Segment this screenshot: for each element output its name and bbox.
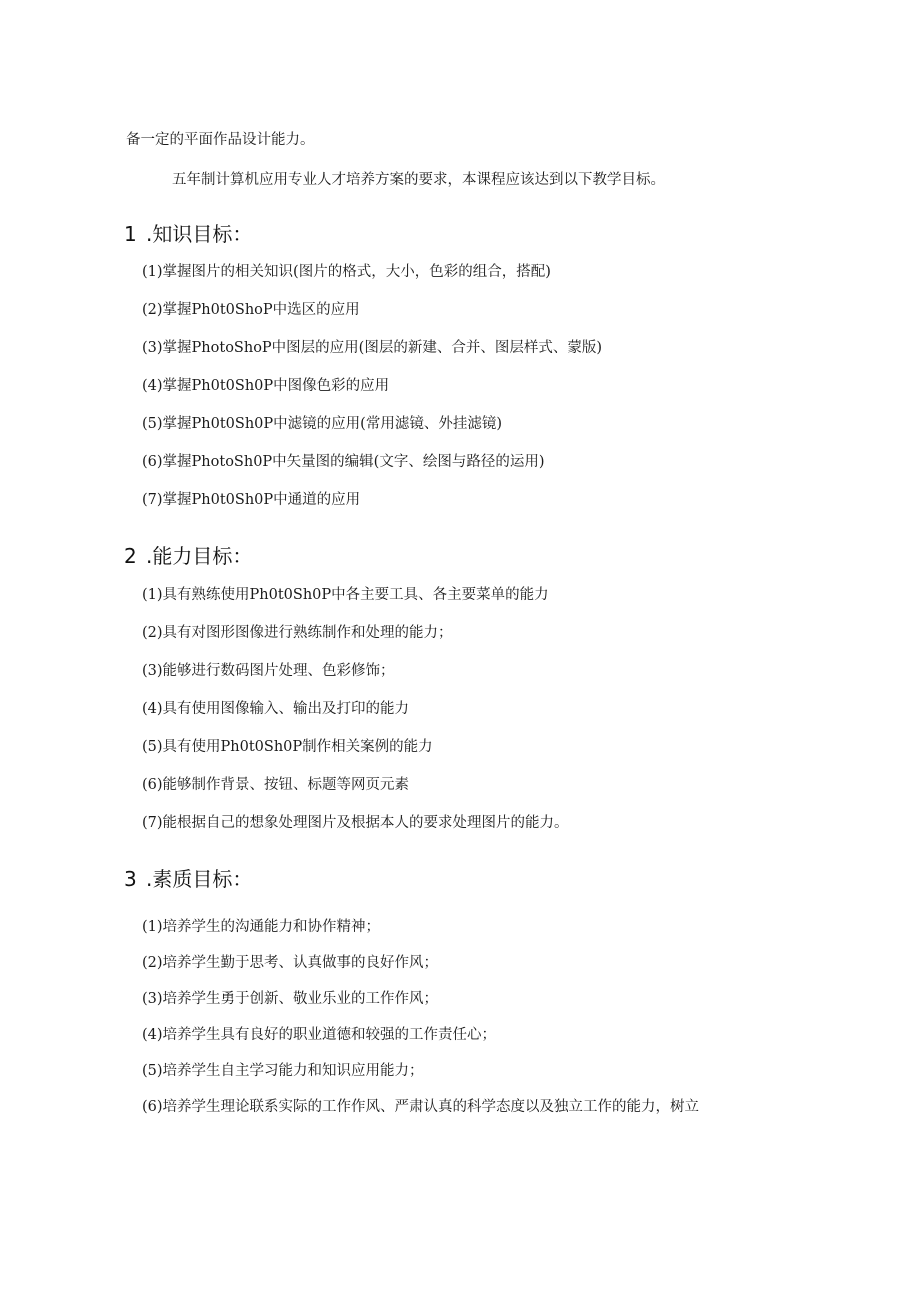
list-item: (4)具有使用图像输入、输出及打印的能力 <box>142 701 410 717</box>
section-number: 1 <box>124 222 137 246</box>
list-item: (5)具有使用Ph0t0Sh0P制作相关案例的能力 <box>142 739 433 755</box>
list-item: (3)能够进行数码图片处理、色彩修饰； <box>142 663 395 679</box>
section-heading-quality <box>124 866 252 892</box>
list-item: (3)掌握PhotoShoP中图层的应用(图层的新建、合并、图层样式、蒙版) <box>142 340 602 356</box>
list-item: (7)能根据自己的想象处理图片及根据本人的要求处理图片的能力。 <box>142 815 569 831</box>
list-item: (6)能够制作背景、按钮、标题等网页元素 <box>142 777 410 793</box>
intro-paragraph: 五年制计算机应用专业人才培养方案的要求，本课程应该达到以下教学目标。 <box>172 172 665 188</box>
list-item: (2)掌握Ph0t0ShoP中选区的应用 <box>142 302 360 318</box>
section-number: 2 <box>124 544 137 568</box>
list-item: (2)培养学生勤于思考、认真做事的良好作风； <box>142 955 439 971</box>
section-title: .知识目标： <box>146 222 253 246</box>
list-item: (7)掌握Ph0t0Sh0P中通道的应用 <box>142 492 361 508</box>
section-heading-knowledge <box>124 221 252 247</box>
list-item: (6)培养学生理论联系实际的工作作风、严肃认真的科学态度以及独立工作的能力，树立 <box>142 1099 700 1115</box>
section-title: .能力目标： <box>146 544 253 568</box>
list-item: (1)掌握图片的相关知识(图片的格式，大小，色彩的组合，搭配) <box>142 264 551 280</box>
section-number: 3 <box>124 867 137 891</box>
list-item: (4)培养学生具有良好的职业道德和较强的工作责任心； <box>142 1027 497 1043</box>
list-item: (3)培养学生勇于创新、敬业乐业的工作作风； <box>142 991 439 1007</box>
section-title: .素质目标： <box>146 867 253 891</box>
list-item: (1)培养学生的沟通能力和协作精神； <box>142 919 381 935</box>
list-item: (5)掌握Ph0t0Sh0P中滤镜的应用(常用滤镜、外挂滤镜) <box>142 416 502 432</box>
intro-paragraph-end: 备一定的平面作品设计能力。 <box>126 132 315 148</box>
section-heading-ability <box>124 543 252 569</box>
list-item: (6)掌握PhotoSh0P中矢量图的编辑(文字、绘图与路径的运用) <box>142 454 545 470</box>
list-item: (1)具有熟练使用Ph0t0Sh0P中各主要工具、各主要菜单的能力 <box>142 587 549 603</box>
list-item: (5)培养学生自主学习能力和知识应用能力； <box>142 1063 424 1079</box>
list-item: (2)具有对图形图像进行熟练制作和处理的能力； <box>142 625 453 641</box>
list-item: (4)掌握Ph0t0Sh0P中图像色彩的应用 <box>142 378 390 394</box>
